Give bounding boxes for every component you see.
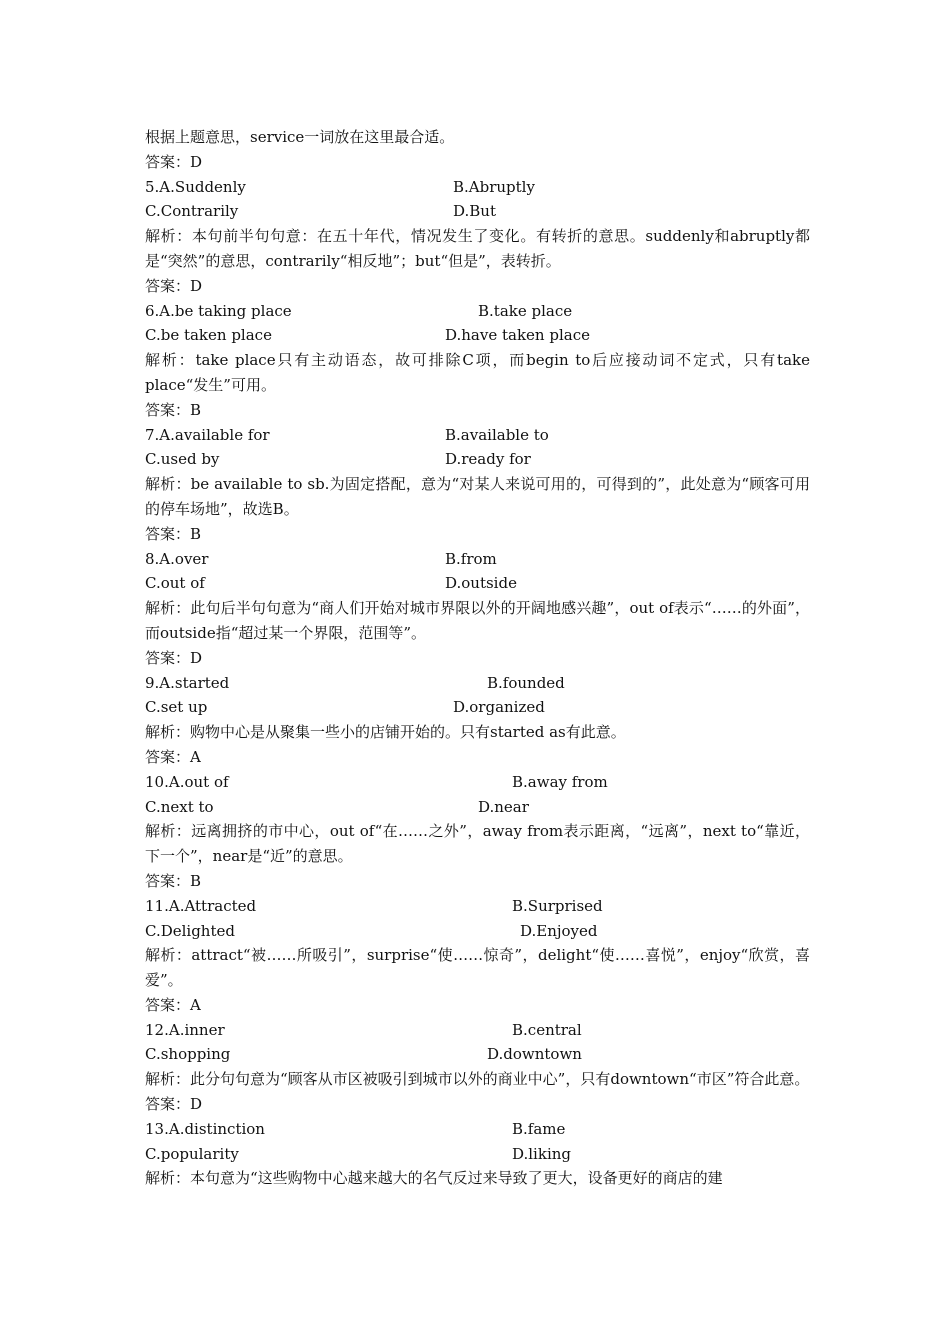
- option-d: D.Enjoyed: [520, 921, 598, 940]
- option-d: D.downtown: [487, 1045, 582, 1064]
- options-row-ab: [145, 1018, 810, 1043]
- options-row-ab: [145, 175, 810, 200]
- intro-answer: 答案：D: [145, 152, 203, 171]
- answer-text: 答案：B: [145, 871, 202, 890]
- question-8: [145, 547, 810, 671]
- option-c: C.Contrarily: [145, 202, 239, 221]
- options-row-cd: [145, 571, 810, 596]
- options-row-cd: [145, 1142, 810, 1167]
- analysis-text: 解析：远离拥挤的市中心，out of“在……之外”，away from表示距离，“远离”，next to“靠近，下一个”，near是“近”的意思。: [145, 822, 810, 866]
- question-7: [145, 423, 810, 547]
- option-b: B.from: [445, 549, 497, 568]
- options-row-ab: [145, 770, 810, 795]
- options-row-ab: [145, 547, 810, 572]
- option-c: C.next to: [145, 797, 214, 816]
- analysis-text: 解析：本句意为“这些购物中心越来越大的名气反过来导致了更大，设备更好的商店的建: [145, 1169, 723, 1188]
- analysis-text: 解析：attract“被……所吸引”，surprise“使……惊奇”，delight“使……喜悦”，enjoy“欣赏，喜爱”。: [145, 946, 810, 990]
- options-row-cd: [145, 795, 810, 820]
- option-c: C.set up: [145, 698, 208, 717]
- option-d: D.ready for: [445, 450, 531, 469]
- options-row-ab: [145, 299, 810, 324]
- option-c: C.Delighted: [145, 921, 235, 940]
- question-5: [145, 175, 810, 299]
- option-d: D.organized: [453, 698, 545, 717]
- option-c: C.used by: [145, 450, 220, 469]
- options-row-cd: [145, 447, 810, 472]
- question-11: [145, 894, 810, 1018]
- question-10: [145, 770, 810, 894]
- option-b: B.founded: [487, 673, 565, 692]
- option-a: 9.A.started: [145, 673, 230, 692]
- answer-text: 答案：B: [145, 400, 202, 419]
- question-13: [145, 1117, 810, 1191]
- option-b: B.take place: [478, 301, 573, 320]
- analysis-text: 解析：此句后半句句意为“商人们开始对城市界限以外的开阔地感兴趣”，out of表示“……的外面”，而outside指“超过某一个界限，范围等”。: [145, 599, 810, 642]
- answer-text: 答案：A: [145, 747, 201, 766]
- analysis-text: 解析：购物中心是从聚集一些小的店铺开始的。只有started as有此意。: [145, 723, 626, 742]
- option-a: 5.A.Suddenly: [145, 177, 246, 196]
- question-6: [145, 299, 810, 423]
- options-row-cd: [145, 323, 810, 348]
- option-a: 6.A.be taking place: [145, 301, 292, 320]
- analysis-text: 解析：此分句句意为“顾客从市区被吸引到城市以外的商业中心”，只有downtown“市区”符合此意。: [145, 1070, 810, 1089]
- option-b: B.available to: [445, 425, 549, 444]
- analysis-text: 解析：本句前半句句意：在五十年代，情况发生了变化。有转折的意思。suddenly和abruptly都是“突然”的意思，contrarily“相反地”；but“但是”，表转折。: [145, 227, 810, 270]
- question-12: [145, 1018, 810, 1117]
- options-row-ab: [145, 671, 810, 696]
- option-a: 11.A.Attracted: [145, 896, 257, 915]
- option-b: B.away from: [512, 772, 608, 791]
- intro-text: 根据上题意思，service一词放在这里最合适。: [145, 128, 455, 146]
- option-a: 10.A.out of: [145, 772, 229, 791]
- option-c: C.shopping: [145, 1045, 231, 1064]
- option-d: D.have taken place: [445, 326, 590, 345]
- answer-text: 答案：B: [145, 524, 202, 543]
- options-row-cd: [145, 199, 810, 224]
- option-c: C.be taken place: [145, 326, 272, 345]
- option-b: B.Abruptly: [453, 177, 535, 196]
- option-d: D.liking: [512, 1144, 572, 1163]
- option-b: B.fame: [512, 1119, 566, 1138]
- options-row-cd: [145, 919, 810, 944]
- analysis-text: 解析：be available to sb.为固定搭配，意为“对某人来说可用的，可得到的”，此处意为“顾客可用的停车场地”，故选B。: [145, 475, 810, 518]
- option-a: 7.A.available for: [145, 425, 270, 444]
- option-d: D.outside: [445, 574, 517, 593]
- option-c: C.out of: [145, 574, 205, 593]
- question-9: [145, 671, 810, 770]
- options-row-ab: [145, 894, 810, 919]
- analysis-text: 解析：take place只有主动语态，故可排除C项，而begin to后应接动词不定式，只有take place“发生”可用。: [145, 351, 810, 394]
- options-row-ab: [145, 1117, 810, 1142]
- answer-key-content: [145, 125, 810, 1191]
- answer-text: 答案：D: [145, 1095, 203, 1114]
- answer-text: 答案：A: [145, 995, 201, 1014]
- option-a: 12.A.inner: [145, 1020, 225, 1039]
- options-row-cd: [145, 1042, 810, 1067]
- option-b: B.Surprised: [512, 896, 603, 915]
- answer-text: 答案：D: [145, 648, 203, 667]
- answer-text: 答案：D: [145, 276, 203, 295]
- option-a: 13.A.distinction: [145, 1119, 265, 1138]
- option-a: 8.A.over: [145, 549, 209, 568]
- option-d: D.But: [453, 202, 496, 221]
- option-c: C.popularity: [145, 1144, 239, 1163]
- options-row-cd: [145, 695, 810, 720]
- option-b: B.central: [512, 1020, 582, 1039]
- options-row-ab: [145, 423, 810, 448]
- option-d: D.near: [478, 797, 529, 816]
